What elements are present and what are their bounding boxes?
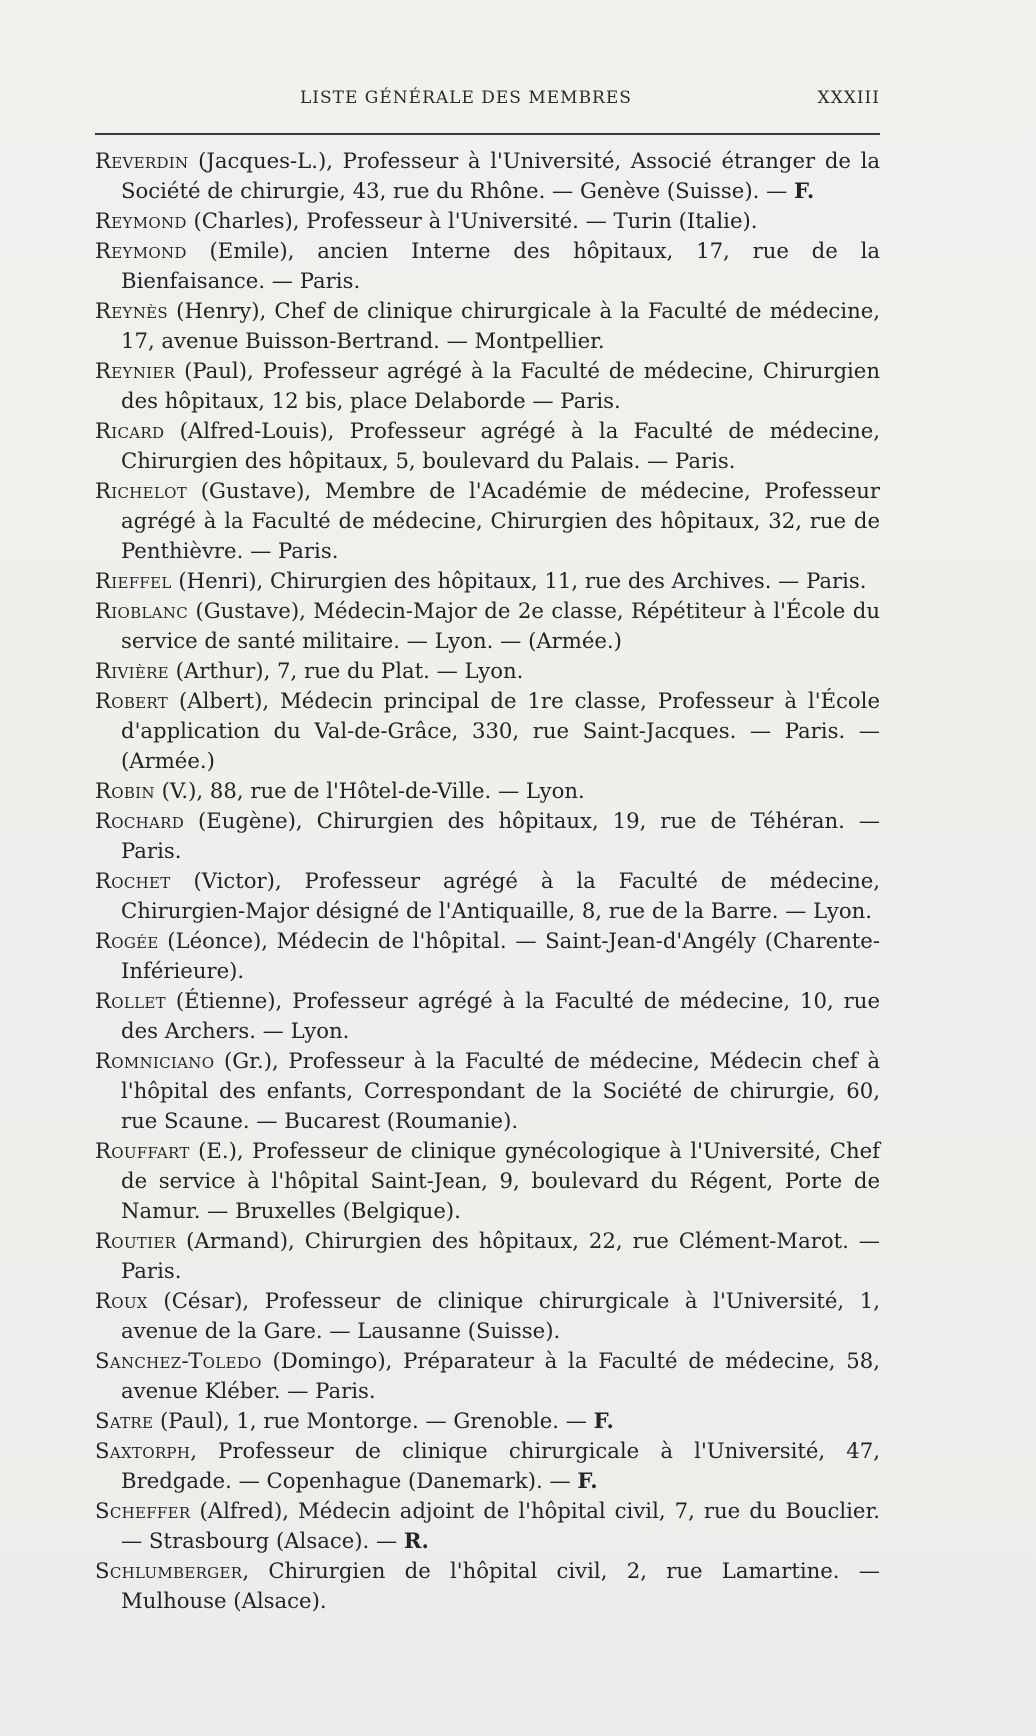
member-details: (César), Professeur de clinique chirurgicale à l'Université, 1, avenue de la Gare. — Lausanne (Suisse).: [121, 1288, 880, 1343]
member-details: (E.), Professeur de clinique gynécologique à l'Université, Chef de service à l'hôpital Saint-Jean, 9, boulevard du Régent, Porte de Namur. — Bruxelles (Belgique).: [121, 1138, 880, 1223]
list-item: [95, 656, 880, 686]
member-mark: F.: [577, 1468, 598, 1493]
member-name: Rioblanc: [95, 598, 188, 623]
member-details: (Charles), Professeur à l'Université. — Turin (Italie).: [186, 208, 758, 233]
member-name: Rochard: [95, 808, 185, 833]
member-details: (Henry), Chef de clinique chirurgicale à la Faculté de médecine, 17, avenue Buisson-Bertrand. — Montpellier.: [121, 298, 880, 353]
member-details: (Alfred), Médecin adjoint de l'hôpital civil, 7, rue du Bouclier. — Strasbourg (Alsace). —: [121, 1498, 880, 1553]
member-name: Robert: [95, 688, 169, 713]
list-item: [95, 416, 880, 476]
member-name: Ricard: [95, 418, 165, 443]
list-item: [95, 776, 880, 806]
member-name: Reynès: [95, 298, 168, 323]
member-details: (Victor), Professeur agrégé à la Faculté de médecine, Chirurgien-Major désigné de l'Antiquaille, 8, rue de la Barre. — Lyon.: [121, 868, 880, 923]
list-item: [95, 476, 880, 566]
list-item: [95, 1046, 880, 1136]
member-details: , Professeur de clinique chirurgicale à l'Université, 47, Bredgade. — Copenhague (Danemark). —: [121, 1438, 880, 1493]
list-item: [95, 866, 880, 926]
member-details: (Domingo), Préparateur à la Faculté de médecine, 58, avenue Kléber. — Paris.: [121, 1348, 880, 1403]
member-name: Routier: [95, 1228, 177, 1253]
member-details: (Arthur), 7, rue du Plat. — Lyon.: [168, 658, 524, 683]
running-header: [95, 88, 880, 108]
member-name: Roux: [95, 1288, 148, 1313]
member-details: (Paul), 1, rue Montorge. — Grenoble. —: [153, 1408, 594, 1433]
member-name: Reymond: [95, 208, 187, 233]
list-item: [95, 1346, 880, 1406]
list-item: [95, 686, 880, 776]
list-item: [95, 146, 880, 206]
member-name: Sanchez-Toledo: [95, 1348, 262, 1373]
list-item: [95, 1436, 880, 1496]
member-details: (Gustave), Membre de l'Académie de médecine, Professeur agrégé à la Faculté de médecine, Chirurgien des hôpitaux, 32, rue de Penthièvre. — Paris.: [121, 478, 880, 563]
member-name: Satre: [95, 1408, 154, 1433]
member-name: Schlumberger: [95, 1558, 243, 1583]
member-details: (Alfred-Louis), Professeur agrégé à la Faculté de médecine, Chirurgien des hôpitaux, 5, boulevard du Palais. — Paris.: [121, 418, 880, 473]
member-name: Rollet: [95, 988, 166, 1013]
member-details: (Gustave), Médecin-Major de 2e classe, Répétiteur à l'École du service de santé militaire. — Lyon. — (Armée.): [121, 598, 880, 653]
member-name: Rieffel: [95, 568, 172, 593]
list-item: [95, 236, 880, 296]
member-details: (Eugène), Chirurgien des hôpitaux, 19, rue de Téhéran. — Paris.: [121, 808, 880, 863]
member-mark: F.: [794, 178, 815, 203]
list-item: [95, 596, 880, 656]
member-name: Rouffart: [95, 1138, 190, 1163]
list-item: [95, 1556, 880, 1616]
member-name: Robin: [95, 778, 155, 803]
member-details: (Henri), Chirurgien des hôpitaux, 11, rue des Archives. — Paris.: [171, 568, 867, 593]
list-item: [95, 1286, 880, 1346]
member-name: Saxtorph: [95, 1438, 191, 1463]
member-name: Rivière: [95, 658, 169, 683]
member-details: (V.), 88, rue de l'Hôtel-de-Ville. — Lyon.: [154, 778, 585, 803]
header-rule: [95, 133, 880, 135]
list-item: [95, 1406, 880, 1436]
member-name: Reynier: [95, 358, 176, 383]
list-item: [95, 986, 880, 1046]
list-item: [95, 1226, 880, 1286]
member-list: [95, 146, 880, 1616]
member-name: Reverdin: [95, 148, 189, 173]
member-details: (Étienne), Professeur agrégé à la Faculté de médecine, 10, rue des Archers. — Lyon.: [121, 988, 880, 1043]
member-details: (Emile), ancien Interne des hôpitaux, 17, rue de la Bienfaisance. — Paris.: [121, 238, 880, 293]
member-name: Rogée: [95, 928, 159, 953]
member-details: (Gr.), Professeur à la Faculté de médecine, Médecin chef à l'hôpital des enfants, Correspondant de la Société de chirurgie, 60, rue Scaune. — Bucarest (Roumanie).: [121, 1048, 880, 1133]
member-mark: F.: [593, 1408, 614, 1433]
member-name: Romniciano: [95, 1048, 215, 1073]
list-item: [95, 1496, 880, 1556]
list-item: [95, 206, 880, 236]
list-item: [95, 806, 880, 866]
member-details: (Armand), Chirurgien des hôpitaux, 22, rue Clément-Marot. — Paris.: [121, 1228, 880, 1283]
member-mark: R.: [403, 1528, 429, 1553]
list-item: [95, 566, 880, 596]
list-item: [95, 926, 880, 986]
list-item: [95, 356, 880, 416]
list-item: [95, 296, 880, 356]
member-name: Reymond: [95, 238, 187, 263]
member-name: Scheffer: [95, 1498, 191, 1523]
page-title: LISTE GÉNÉRALE DES MEMBRES: [300, 88, 632, 108]
member-name: Richelot: [95, 478, 188, 503]
member-details: , Chirurgien de l'hôpital civil, 2, rue Lamartine. — Mulhouse (Alsace).: [121, 1558, 880, 1613]
member-details: (Léonce), Médecin de l'hôpital. — Saint-Jean-d'Angély (Charente-Inférieure).: [121, 928, 880, 983]
page-number: XXXIII: [817, 88, 880, 108]
member-details: (Paul), Professeur agrégé à la Faculté de médecine, Chirurgien des hôpitaux, 12 bis, place Delaborde — Paris.: [121, 358, 880, 413]
member-details: (Jacques-L.), Professeur à l'Université, Associé étranger de la Société de chirurgie, 43, rue du Rhône. — Genève (Suisse). —: [121, 148, 880, 203]
member-details: (Albert), Médecin principal de 1re classe, Professeur à l'École d'application du Val-de-Grâce, 330, rue Saint-Jacques. — Paris. — (Armée.): [121, 688, 880, 773]
list-item: [95, 1136, 880, 1226]
member-name: Rochet: [95, 868, 171, 893]
